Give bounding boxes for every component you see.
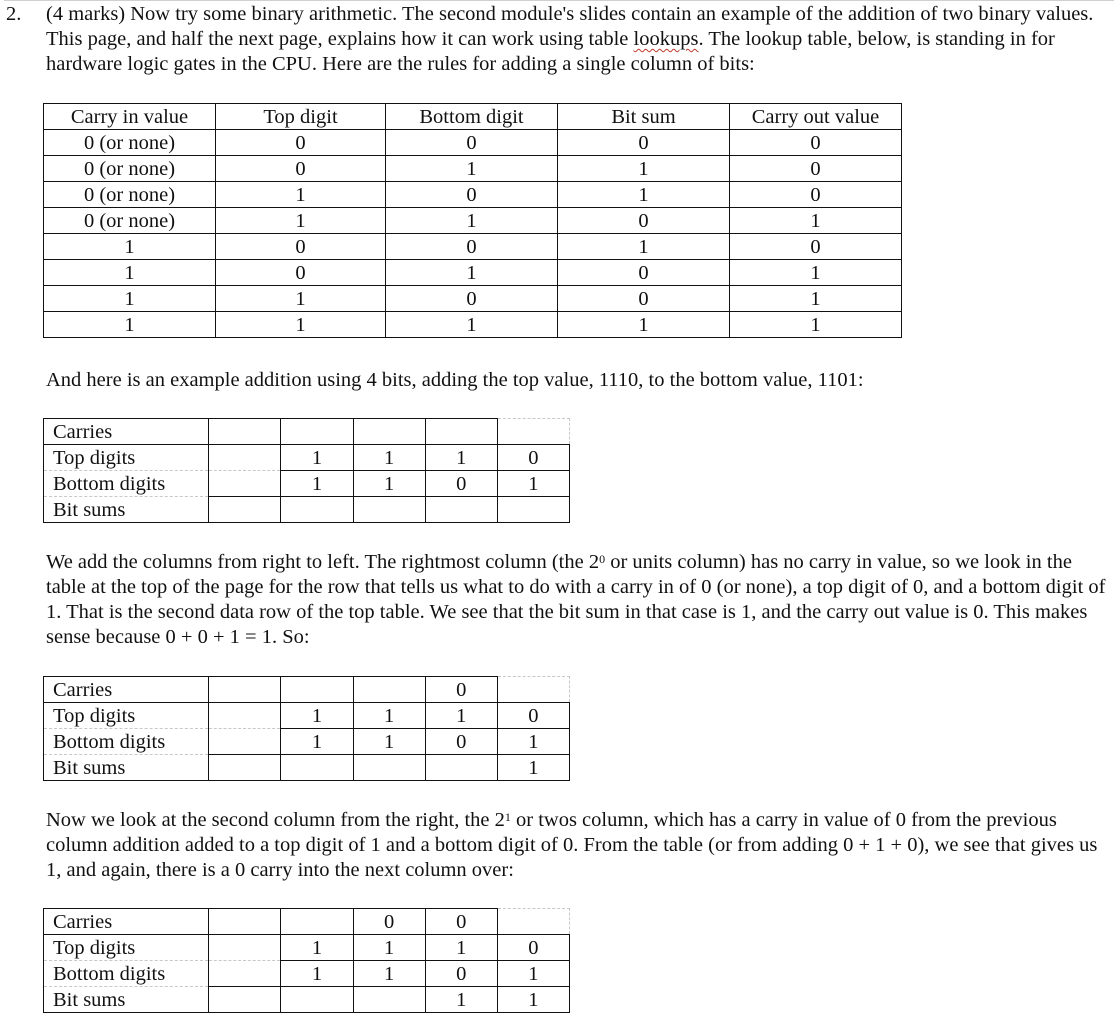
digit-cell: 1	[281, 471, 353, 497]
digit-cell	[497, 909, 569, 935]
digit-cell: 0	[425, 677, 497, 703]
digit-cell: 1	[425, 987, 497, 1013]
digit-cell	[209, 935, 281, 961]
row-label: Bottom digits	[44, 471, 209, 497]
row-label: Top digits	[44, 445, 209, 471]
paragraph-example-intro: And here is an example addition using 4 bits, adding the top value, 1110, to the bottom value, 1101:	[46, 369, 864, 391]
digit-cell	[209, 419, 281, 445]
table-cell: Bottom digit	[386, 104, 558, 130]
addition-table-3	[43, 908, 570, 1013]
table-cell: 0 (or none)	[44, 208, 216, 234]
digit-cell	[353, 987, 425, 1013]
table-cell: 1	[730, 286, 902, 312]
table-cell: 1	[216, 286, 386, 312]
digit-cell: 1	[353, 471, 425, 497]
table-cell: 1	[386, 156, 558, 182]
table-cell: 0	[216, 234, 386, 260]
table-row	[44, 497, 570, 523]
row-label: Carries	[44, 677, 209, 703]
table-row	[44, 935, 570, 961]
spellcheck-word: lookups	[633, 28, 699, 50]
row-label: Carries	[44, 909, 209, 935]
table-cell: 0	[216, 156, 386, 182]
digit-cell: 0	[497, 703, 569, 729]
table-cell: 0	[386, 286, 558, 312]
table-row	[44, 208, 902, 234]
table-cell: Carry out value	[730, 104, 902, 130]
digit-cell	[353, 419, 425, 445]
table-cell: 0 (or none)	[44, 182, 216, 208]
page-top-rule	[0, 0, 1114, 1]
digit-cell	[209, 677, 281, 703]
table-cell: 0 (or none)	[44, 130, 216, 156]
table-cell: 0	[216, 130, 386, 156]
table-cell: 0	[216, 260, 386, 286]
table-row	[44, 755, 570, 781]
digit-cell	[209, 445, 281, 471]
table-row	[44, 234, 902, 260]
table-row	[44, 729, 570, 755]
digit-cell	[425, 755, 497, 781]
table-row	[44, 703, 570, 729]
digit-cell: 0	[353, 909, 425, 935]
digit-cell: 0	[425, 729, 497, 755]
question-number: 2.	[6, 3, 22, 25]
digit-cell: 1	[281, 935, 353, 961]
table-cell: 0	[730, 156, 902, 182]
table-row	[44, 471, 570, 497]
addition-table-2	[43, 676, 570, 781]
table-row	[44, 182, 902, 208]
digit-cell	[281, 497, 353, 523]
digit-cell: 1	[353, 961, 425, 987]
table-cell: 1	[558, 312, 730, 338]
table-cell: 1	[44, 260, 216, 286]
digit-cell	[281, 909, 353, 935]
digit-cell: 1	[425, 703, 497, 729]
table-cell: 1	[558, 156, 730, 182]
table-cell: 1	[386, 260, 558, 286]
digit-cell: 1	[353, 703, 425, 729]
digit-cell	[353, 755, 425, 781]
digit-cell	[497, 497, 569, 523]
digit-cell	[209, 703, 281, 729]
digit-cell: 1	[497, 961, 569, 987]
table-cell: 1	[386, 208, 558, 234]
digit-cell: 1	[281, 703, 353, 729]
table-row	[44, 909, 570, 935]
table-cell: 1	[44, 312, 216, 338]
table-row	[44, 312, 902, 338]
table-row	[44, 156, 902, 182]
digit-cell	[209, 961, 281, 987]
table-row	[44, 104, 902, 130]
table-cell: Top digit	[216, 104, 386, 130]
paragraph-twos-column: Now we look at the second column from the right, the $2^1$ or twos column, which has a carry in value of 0 from the previous column addition added to a top digit of 1 and a bottom digit of 0. From the table (or from adding 0 + 1 + 0), we see that gives us 1, and again, there is a 0 carry into the next column over:	[46, 809, 1098, 881]
digit-cell	[281, 677, 353, 703]
table-cell: 0	[386, 130, 558, 156]
table-cell: Bit sum	[558, 104, 730, 130]
table-cell: 1	[730, 208, 902, 234]
table-cell: 0	[386, 182, 558, 208]
digit-cell	[425, 419, 497, 445]
table-cell: 1	[216, 312, 386, 338]
digit-cell: 1	[497, 471, 569, 497]
table-cell: 0 (or none)	[44, 156, 216, 182]
question-text: (4 marks) Now try some binary arithmetic. The second module's slides contain an example of the addition of two binary values. This page, and half the next page, explains how it can work using table lookups. The lookup table, below, is standing in for hardware logic gates in the CPU. Here are the rules for adding a single column of bits:	[46, 3, 1094, 75]
digit-cell	[209, 497, 281, 523]
table-cell: 1	[730, 312, 902, 338]
table-row	[44, 419, 570, 445]
table-row	[44, 260, 902, 286]
digit-cell: 0	[425, 961, 497, 987]
digit-cell: 1	[353, 729, 425, 755]
digit-cell	[209, 755, 281, 781]
digit-cell	[281, 987, 353, 1013]
row-label: Bit sums	[44, 987, 209, 1013]
table-cell: 1	[44, 234, 216, 260]
lookup-table	[43, 103, 902, 338]
digit-cell: 1	[497, 755, 569, 781]
table-row	[44, 961, 570, 987]
table-cell: 0	[558, 260, 730, 286]
digit-cell: 1	[497, 729, 569, 755]
row-label: Bit sums	[44, 755, 209, 781]
table-cell: 0	[730, 182, 902, 208]
digit-cell: 1	[425, 445, 497, 471]
digit-cell: 1	[281, 729, 353, 755]
digit-cell	[353, 497, 425, 523]
digit-cell: 1	[281, 445, 353, 471]
table-cell: 0	[730, 130, 902, 156]
digit-cell: 1	[425, 935, 497, 961]
table-cell: 1	[44, 286, 216, 312]
digit-cell	[209, 909, 281, 935]
table-cell: 1	[558, 234, 730, 260]
table-row	[44, 987, 570, 1013]
row-label: Carries	[44, 419, 209, 445]
table-cell: Carry in value	[44, 104, 216, 130]
digit-cell	[425, 497, 497, 523]
digit-cell	[353, 677, 425, 703]
digit-cell: 1	[353, 445, 425, 471]
digit-cell: 1	[281, 961, 353, 987]
digit-cell	[281, 419, 353, 445]
digit-cell: 1	[353, 935, 425, 961]
table-cell: 1	[558, 182, 730, 208]
row-label: Bit sums	[44, 497, 209, 523]
row-label: Top digits	[44, 703, 209, 729]
table-row	[44, 286, 902, 312]
digit-cell: 0	[497, 445, 569, 471]
digit-cell: 0	[425, 909, 497, 935]
digit-cell: 1	[497, 987, 569, 1013]
digit-cell	[281, 755, 353, 781]
table-cell: 0	[386, 234, 558, 260]
row-label: Bottom digits	[44, 961, 209, 987]
table-row	[44, 677, 570, 703]
table-cell: 0	[730, 234, 902, 260]
addition-table-1	[43, 418, 570, 523]
digit-cell	[209, 987, 281, 1013]
table-cell: 0	[558, 286, 730, 312]
row-label: Top digits	[44, 935, 209, 961]
table-cell: 0	[558, 130, 730, 156]
digit-cell: 0	[425, 471, 497, 497]
table-row	[44, 445, 570, 471]
digit-cell	[497, 419, 569, 445]
digit-cell: 0	[497, 935, 569, 961]
table-cell: 1	[386, 312, 558, 338]
table-cell: 1	[216, 182, 386, 208]
digit-cell	[209, 471, 281, 497]
table-row	[44, 130, 902, 156]
table-cell: 0	[558, 208, 730, 234]
paragraph-units-column: We add the columns from right to left. The rightmost column (the $2^0$ or units column) has no carry in value, so we look in the table at the top of the page for the row that tells us what to do with a carry in of 0 (or none), a top digit of 0, and a bottom digit of 1. That is the second data row of the top table. We see that the bit sum in that case is 1, and the carry out value is 0. This makes sense because 0 + 0 + 1 = 1. So:	[46, 551, 1106, 648]
digit-cell	[209, 729, 281, 755]
row-label: Bottom digits	[44, 729, 209, 755]
table-cell: 1	[730, 260, 902, 286]
digit-cell	[497, 677, 569, 703]
table-cell: 1	[216, 208, 386, 234]
